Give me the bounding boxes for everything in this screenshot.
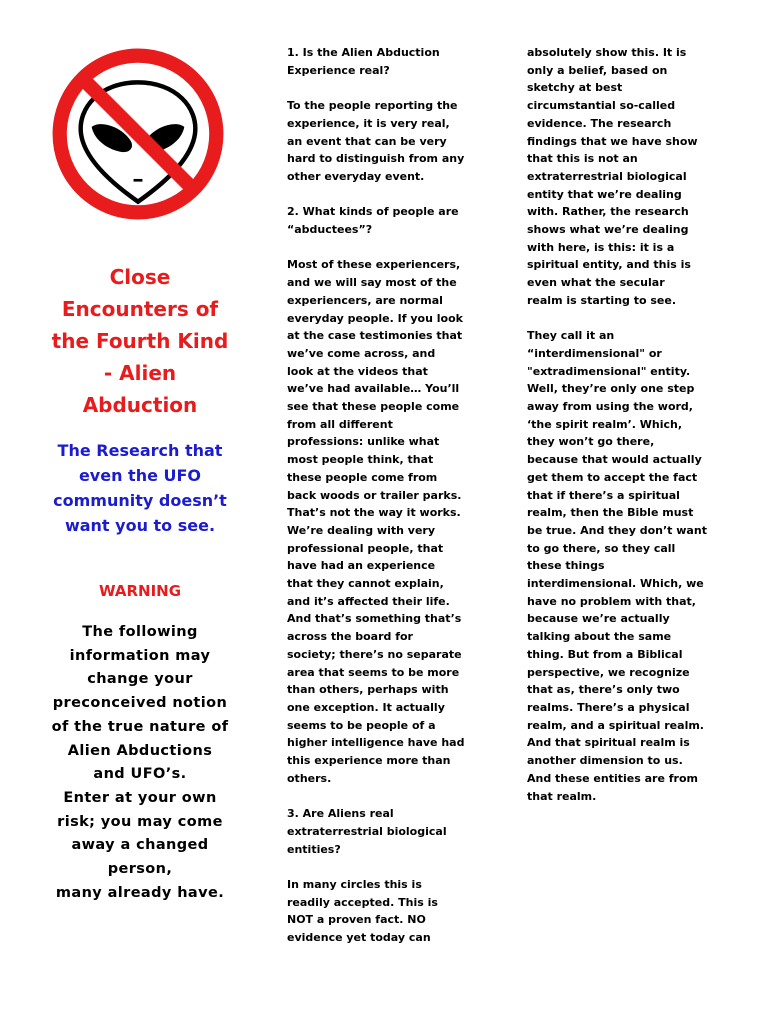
notice-line: change your (87, 671, 193, 688)
text-line: realm is starting to see. (527, 293, 677, 307)
text-line: "extradimensional" entity. (527, 364, 691, 378)
text-line: circumstantial so-called (527, 99, 676, 113)
text-line: 3. Are Aliens real (287, 807, 394, 821)
text-line: other everyday event. (287, 169, 425, 183)
text-line: have had an experience (287, 559, 436, 573)
text-line: back woods or trailer parks. (287, 488, 462, 502)
text-line: and it’s affected their life. (287, 594, 450, 608)
text-line: findings that we have show (527, 134, 698, 148)
text-line: And that’s something that’s (287, 612, 462, 626)
notice-line: Enter at your own (63, 789, 217, 806)
text-line: one exception. It actually (287, 700, 445, 714)
text-line: that realm. (527, 789, 597, 803)
text-line: “interdimensional" or (527, 346, 662, 360)
text-line: others. (287, 771, 332, 785)
text-line: that they cannot explain, (287, 577, 444, 591)
text-line: 1. Is the Alien Abduction (287, 46, 440, 59)
subtitle (30, 438, 250, 538)
text-line: realm, then the Bible must (527, 506, 694, 520)
text-line: that this is not an (527, 152, 638, 166)
text-line: experience, it is very real, (287, 116, 450, 130)
subtitle-line: The Research that (57, 441, 223, 460)
title-line: Encounters of (61, 297, 219, 321)
paragraph-gap (287, 186, 487, 204)
text-line: that as, there’s only two (527, 683, 680, 697)
text-line: That’s not the way it works. (287, 506, 461, 520)
notice-line: away a changed (71, 837, 209, 854)
text-line: realms. There’s a physical (527, 701, 690, 714)
warning-heading: WARNING (98, 582, 182, 600)
text-line: because that would actually (527, 453, 702, 467)
text-line: be true. And they don’t want (527, 523, 707, 537)
text-line: seems to be people of a (287, 718, 436, 732)
text-line: look at the videos that (287, 364, 428, 378)
title-line: - Alien (103, 361, 177, 385)
text-line: shows what we’re dealing (527, 223, 689, 237)
text-line: evidence yet today can (287, 931, 431, 945)
text-line: evidence. The research (527, 116, 672, 130)
notice-line: of the true nature of (51, 718, 229, 735)
text-line: NOT a proven fact. NO (287, 913, 426, 927)
text-line: We’re dealing with very (287, 523, 436, 537)
text-line: realm, and a spiritual realm. (527, 718, 704, 732)
text-line: perspective, we recognize (527, 665, 690, 679)
notice-line: information may (69, 647, 211, 664)
text-line: entities? (287, 842, 341, 856)
text-line: higher intelligence have had (287, 736, 465, 750)
text-line: To the people reporting the (287, 99, 458, 113)
text-line: hard to distinguish from any (287, 152, 465, 166)
text-line: these things (527, 559, 605, 573)
paragraph-gap (287, 79, 487, 97)
text-line: because we’re actually (527, 612, 670, 626)
warning-notice (30, 621, 250, 905)
text-line: this experience more than (287, 754, 451, 768)
text-line: entity that we’re dealing (527, 187, 682, 201)
text-line: readily accepted. This is (287, 895, 438, 909)
page-title (30, 261, 250, 421)
text-line: an event that can be very (287, 134, 447, 148)
text-line: these people come from (287, 470, 438, 484)
subtitle-line: even the UFO (78, 466, 202, 485)
text-line: away from using the word, (527, 400, 693, 414)
text-line: And that spiritual realm is (527, 736, 690, 750)
paragraph-gap (287, 787, 487, 805)
text-line: with here, is this: it is a (527, 240, 675, 254)
article-column-right (527, 44, 727, 805)
text-line: most people think, that (287, 453, 434, 467)
notice-line: Alien Abductions (67, 742, 213, 759)
text-line: Experience real? (287, 63, 390, 77)
text-line: another dimension to us. (527, 754, 683, 768)
subtitle-line: community doesn’t (53, 491, 227, 510)
text-line: and we will say most of the (287, 276, 457, 290)
paragraph-gap (287, 858, 487, 876)
text-line: extraterrestrial biological (287, 824, 447, 838)
text-line: have no problem with that, (527, 594, 696, 608)
paragraph-gap (527, 310, 727, 328)
notice-line: many already have. (55, 884, 225, 901)
paragraph-gap (287, 239, 487, 257)
text-line: “abductees”? (287, 223, 373, 236)
text-line: Most of these experiencers, (287, 258, 461, 272)
text-line: absolutely show this. It is (527, 46, 687, 59)
text-line: 2. What kinds of people are (287, 205, 459, 219)
text-line: across the board for (287, 630, 413, 644)
text-line: In many circles this is (287, 877, 422, 891)
text-line: that if there’s a spiritual (527, 488, 680, 502)
text-line: professional people, that (287, 541, 444, 555)
text-line: sketchy at best (527, 81, 623, 95)
text-line: even what the secular (527, 276, 665, 290)
text-line: talking about the same (527, 630, 672, 644)
article-column-middle (287, 44, 487, 947)
text-line: everyday people. If you look (287, 311, 463, 325)
text-line: we’ve had available… You’ll (287, 382, 460, 396)
text-line: than others, perhaps with (287, 683, 449, 697)
text-line: professions: unlike what (287, 435, 440, 449)
notice-line: and UFO’s. (93, 766, 187, 783)
notice-line: The following (82, 624, 198, 640)
text-line: at the case testimonies that (287, 329, 463, 343)
text-line: society; there’s no separate (287, 647, 462, 661)
title-line: Abduction (82, 393, 198, 417)
notice-line: risk; you may come (57, 813, 223, 830)
text-line: Well, they’re only one step (527, 382, 695, 396)
text-line: we’ve come across, and (287, 346, 436, 360)
text-line: interdimensional. Which, we (527, 577, 704, 591)
text-line: area that seems to be more (287, 665, 460, 679)
text-line: with. Rather, the research (527, 205, 689, 219)
subtitle-line: want you to see. (64, 516, 216, 535)
text-line: And these entities are from (527, 771, 698, 785)
text-line: experiencers, are normal (287, 293, 443, 307)
title-line: the Fourth Kind (51, 329, 229, 353)
text-line: get them to accept the fact (527, 470, 698, 484)
notice-line: person, (107, 861, 173, 878)
text-line: see that these people come (287, 400, 460, 414)
text-line: spiritual entity, and this is (527, 258, 691, 272)
no-alien-icon (49, 45, 227, 223)
notice-line: preconceived notion (52, 695, 228, 712)
text-line: to go there, so they call (527, 541, 676, 555)
text-line: thing. But from a Biblical (527, 647, 683, 661)
text-line: ‘the spirit realm’. Which, (527, 417, 683, 431)
text-line: they won’t go there, (527, 435, 655, 449)
text-line: only a belief, based on (527, 63, 668, 77)
text-line: extraterrestrial biological (527, 169, 687, 183)
text-line: They call it an (527, 329, 615, 343)
title-line: Close (109, 265, 171, 289)
text-line: from all different (287, 417, 393, 431)
